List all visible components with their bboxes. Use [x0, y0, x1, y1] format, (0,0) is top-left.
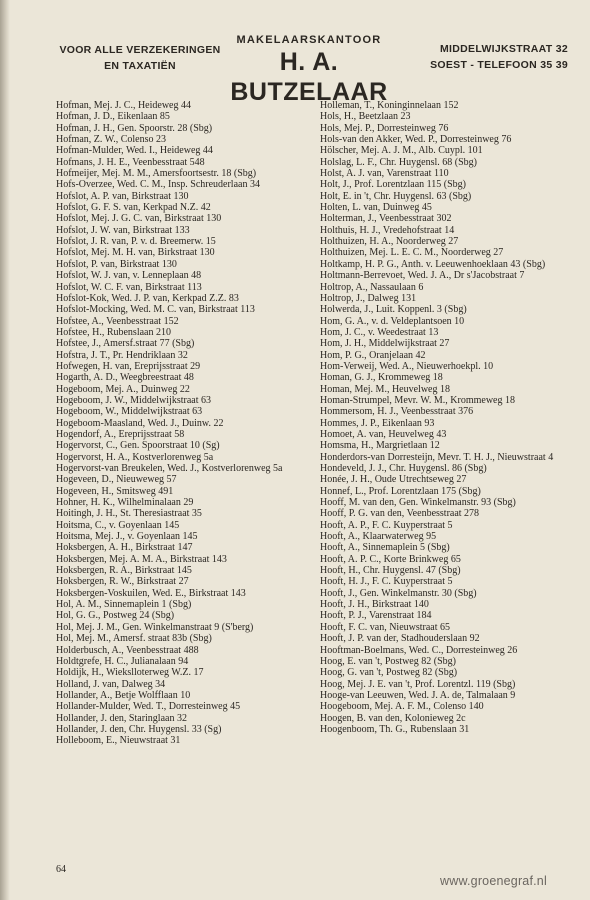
directory-entry: Hofslot, Mej. M. H. van, Birkstraat 130 [56, 247, 215, 259]
directory-entry: Hofman, Mej. J. C., Heideweg 44 [56, 100, 191, 111]
directory-entry: Hofslot, P. van, Birkstraat 130 [56, 258, 177, 270]
header-left-line1: VOOR ALLE VERZEKERINGEN [59, 44, 221, 56]
directory-entry: Hommersom, H. J., Veenbesstraat 376 [320, 406, 474, 418]
header-title-main: H. A. BUTZELAAR [230, 48, 388, 106]
directory-entry: Hooge-van Leeuwen, Wed. J. A. de, Talmalaan 9 [320, 689, 516, 701]
directory-entry: Honée, J. H., Oude Utrechtseweg 27 [320, 474, 467, 486]
directory-entry: Hogervorst, H. A., Kostverlorenweg 5a [56, 451, 214, 463]
directory-entry: Hooft, H. J., F. C. Kuyperstraat 5 [320, 576, 453, 588]
directory-entry: Hoitingh, J. H., St. Theresiastraat 35 [56, 508, 202, 520]
directory-entry: Hofslot, G. F. S. van, Kerkpad N.Z. 42 [56, 202, 211, 214]
header-right-text [408, 41, 568, 73]
directory-entry: Hoksbergen, Mej. A. M. A., Birkstraat 143 [56, 553, 227, 565]
directory-entry: Hoog, G. van 't, Postweg 82 (Sbg) [320, 667, 458, 679]
directory-entry: Hooff, P. G. van den, Veenbesstraat 278 [320, 508, 480, 520]
directory-entry: Hogeveen, H., Smitsweg 491 [56, 485, 174, 497]
directory-entry: Hogarth, A. D., Weegbreestraat 48 [56, 372, 194, 384]
directory-entry: Hol, Mej. M., Amersf. straat 83b (Sbg) [56, 633, 212, 645]
directory-entry: Hofs-Overzee, Wed. C. M., Insp. Schreuderlaan 34 [56, 179, 260, 191]
directory-entry: Holleman, T., Koninginnelaan 152 [320, 100, 459, 111]
directory-entry: Hölscher, Mej. A. J. M., Alb. Cuypl. 101 [320, 145, 483, 157]
directory-entry: Hofman, Z. W., Colenso 23 [56, 134, 166, 146]
directory-entry: Holdtgrefe, H. C., Julianalaan 94 [56, 655, 189, 667]
directory-entry: Hofslot, A. P. van, Birkstraat 130 [56, 190, 189, 202]
directory-entry: Hofman, J. H., Gen. Spoorstr. 28 (Sbg) [56, 122, 213, 134]
directory-entry: Hondeveld, J. J., Chr. Huygensl. 86 (Sbg) [320, 463, 487, 474]
directory-entry: Hol, A. M., Sinnemaplein 1 (Sbg) [56, 599, 192, 611]
directory-entry: Homoet, A. van, Heuvelweg 43 [320, 428, 447, 440]
directory-entry: Holt, E. in 't, Chr. Huygensl. 63 (Sbg) [320, 190, 472, 202]
directory-entry: Hooff, M. van den, Gen. Winkelmanstr. 93 (Sbg) [320, 497, 516, 509]
directory-entry: Hollander, A., Betje Wolfflaan 10 [56, 689, 191, 701]
page-number: 64 [56, 864, 66, 875]
directory-entry: Hogeveen, D., Nieuweweg 57 [56, 474, 177, 486]
directory-entry: Hogendorf, A., Ereprijsstraat 58 [56, 428, 185, 440]
directory-entry: Honnef, L., Prof. Lorentzlaan 175 (Sbg) [320, 485, 481, 497]
directory-entry: Honderdors-van Dorresteijn, Mevr. T. H. J., Nieuwstraat 4 [320, 451, 554, 463]
directory-entry: Hogeboom, J. W., Middelwijkstraat 63 [56, 394, 211, 406]
directory-entry: Hooft, A. P. C., Korte Brinkweg 65 [320, 553, 461, 565]
directory-entry: Hofstee, J., Amersf.straat 77 (Sbg) [56, 338, 195, 350]
directory-entry: Hooft, A., Klaarwaterweg 95 [320, 531, 437, 543]
directory-entry: Hogeboom-Maasland, Wed. J., Duinw. 22 [56, 417, 224, 429]
directory-entry: Hom, J. H., Middelwijkstraat 27 [320, 338, 450, 350]
directory-entry: Holtkamp, H. P. G., Anth. v. Leeuwenhoeklaan 43 (Sbg) [320, 258, 546, 270]
directory-entry: Hofslot-Kok, Wed. J. P. van, Kerkpad Z.Z. 83 [56, 292, 239, 304]
directory-entry: Hofslot, Mej. J. G. C. van, Birkstraat 130 [56, 213, 222, 225]
directory-entry: Hoksbergen, R. A., Birkstraat 145 [56, 565, 192, 577]
directory-entry: Hollander, J. den, Staringlaan 32 [56, 712, 187, 724]
directory-entry: Hoitsma, Mej. J., v. Goyenlaan 145 [56, 531, 198, 543]
watermark-link[interactable]: www.groenegraf.nl [440, 874, 547, 888]
directory-entry: Holten, L. van, Duinweg 45 [320, 202, 432, 214]
directory-entry: Hooft, J. H., Birkstraat 140 [320, 599, 429, 611]
directory-entry: Hooft, H., Chr. Huygensl. 47 (Sbg) [320, 565, 461, 577]
directory-entry: Hooft, J. P. van der, Stadhouderslaan 92 [320, 633, 480, 645]
directory-entry: Hoksbergen, A. H., Birkstraat 147 [56, 542, 193, 554]
directory-entry: Hols-van den Akker, Wed. P., Dorresteinweg 76 [320, 134, 512, 146]
directory-entry: Hofmans, J. H. E., Veenbesstraat 548 [56, 156, 205, 168]
directory-entry: Hom, P. G., Oranjelaan 42 [320, 349, 426, 361]
directory-entry: Hofslot-Mocking, Wed. M. C. van, Birkstraat 113 [56, 304, 255, 316]
header-right-line2: SOEST - TELEFOON 35 39 [430, 59, 568, 71]
directory-entry: Holthuis, H. J., Vredehofstraat 14 [320, 224, 455, 236]
directory-entry: Hoogen, B. van den, Kolonieweg 2c [320, 712, 466, 724]
directory-entry: Holtrop, A., Nassaulaan 6 [320, 281, 424, 293]
page-spine-shadow [0, 0, 10, 900]
header-title-top: MAKELAARSKANTOOR [236, 34, 382, 46]
directory-entry: Hollander, J. den, Chr. Huygensl. 33 (Sg) [56, 723, 222, 735]
directory-entry: Hofwegen, H. van, Ereprijsstraat 29 [56, 360, 201, 372]
directory-entry: Hols, Mej. P., Dorresteinweg 76 [320, 122, 449, 134]
directory-entry: Hofslot, J. R. van, P. v. d. Breemerw. 15 [56, 236, 216, 248]
directory-entry: Holwerda, J., Luit. Koppenl. 3 (Sbg) [320, 304, 467, 316]
directory-entry: Holthuizen, Mej. L. E. C. M., Noorderweg 27 [320, 247, 504, 259]
directory-entry: Hooft, A. P., F. C. Kuyperstraat 5 [320, 519, 453, 531]
directory-entry: Homan, Mej. M., Heuvelweg 18 [320, 383, 450, 395]
directory-entry: Hommes, J. P., Eikenlaan 93 [320, 417, 435, 429]
directory-entry: Hooftman-Boelmans, Wed. C., Dorresteinweg 26 [320, 644, 518, 656]
directory-entry: Hols, H., Beetzlaan 23 [320, 111, 411, 123]
left-column [56, 100, 294, 747]
directory-entry: Holt, J., Prof. Lorentzlaan 115 (Sbg) [320, 179, 466, 191]
directory-entry: Hoogeboom, Mej. A. F. M., Colenso 140 [320, 701, 484, 713]
directory-entry: Hofman-Mulder, Wed. I., Heideweg 44 [56, 145, 213, 157]
directory-entry: Hofstee, A., Veenbesstraat 152 [56, 315, 179, 327]
directory-entry: Holtmann-Berrevoet, Wed. J. A., Dr s'Jacobstraat 7 [320, 270, 525, 282]
directory-entry: Hom, J. C., v. Weedestraat 13 [320, 326, 439, 338]
directory-entry: Hogervorst-van Breukelen, Wed. J., Kostverlorenweg 5a [56, 463, 283, 474]
directory-entry: Holterman, J., Veenbesstraat 302 [320, 213, 452, 225]
directory-entry: Hol, Mej. J. M., Gen. Winkelmanstraat 9 (S'berg) [56, 621, 254, 633]
directory-entry: Hooft, A., Sinnemaplein 5 (Sbg) [320, 542, 450, 554]
directory-entry: Hofstee, H., Rubenslaan 210 [56, 326, 171, 338]
directory-entry: Hoitsma, C., v. Goyenlaan 145 [56, 519, 180, 531]
directory-entry: Hooft, P. J., Varenstraat 184 [320, 610, 432, 622]
header-title-block [214, 33, 404, 107]
directory-entry: Homsma, H., Margrietlaan 12 [320, 440, 440, 452]
directory-entry: Holst, A. J. van, Varenstraat 110 [320, 168, 449, 180]
directory-entry: Hofmeijer, Mej. M. M., Amersfoortsestr. 18 (Sbg) [56, 168, 257, 180]
directory-entry: Hom-Verweij, Wed. A., Nieuwerhoekpl. 10 [320, 360, 494, 372]
directory-entry: Holland, J. van, Dalweg 34 [56, 678, 166, 690]
directory-entry: Hofstra, J. T., Pr. Hendriklaan 32 [56, 349, 188, 361]
directory-entry: Hogeboom, Mej. A., Duinweg 22 [56, 383, 190, 395]
directory-entry: Hoksbergen-Voskuilen, Wed. E., Birkstraat 143 [56, 587, 246, 599]
directory-entry: Holdijk, H., Wiekslloterweg W.Z. 17 [56, 667, 204, 679]
directory-entry: Hoog, E. van 't, Postweg 82 (Sbg) [320, 655, 456, 667]
directory-entry: Holderbusch, A., Veenbesstraat 488 [56, 644, 199, 656]
directory-entry: Hofslot, W. J. van, v. Lenneplaan 48 [56, 270, 202, 282]
header-left-line2: EN TAXATIËN [104, 60, 176, 72]
directory-entry: Hohner, H. K., Wilhelminalaan 29 [56, 497, 194, 509]
directory-entry: Homan-Strumpel, Mevr. W. M., Krommeweg 18 [320, 394, 515, 406]
directory-entry: Hofman, J. D., Eikenlaan 85 [56, 111, 170, 123]
directory-entry: Homan, G. J., Krommeweg 18 [320, 372, 443, 384]
directory-entry: Hoogenboom, Th. G., Rubenslaan 31 [320, 723, 470, 735]
directory-entry: Hol, G. G., Postweg 24 (Sbg) [56, 610, 175, 622]
directory-entry: Holslag, L. F., Chr. Huygensl. 68 (Sbg) [320, 156, 477, 168]
directory-entry: Hooft, F. C. van, Nieuwstraat 65 [320, 621, 451, 633]
directory-entry: Holleboom, E., Nieuwstraat 31 [56, 735, 181, 747]
directory-entry: Holthuizen, H. A., Noorderweg 27 [320, 236, 459, 248]
directory-entry: Hoksbergen, R. W., Birkstraat 27 [56, 576, 189, 588]
header-right-line1: MIDDELWIJKSTRAAT 32 [439, 43, 568, 55]
directory-entry: Hofslot, W. C. F. van, Birkstraat 113 [56, 281, 202, 293]
directory-entry: Hogervorst, C., Gen. Spoorstraat 10 (Sg) [56, 440, 220, 452]
directory-entry: Hooft, J., Gen. Winkelmanstr. 30 (Sbg) [320, 587, 477, 599]
directory-entry: Hofslot, J. W. van, Birkstraat 133 [56, 224, 190, 236]
directory-entry: Hogeboom, W., Middelwijkstraat 63 [56, 406, 203, 418]
directory-entry: Hoog, Mej. J. E. van 't, Prof. Lorentzl. 119 (Sbg) [320, 678, 516, 690]
directory-entry: Hollander-Mulder, Wed. T., Dorresteinweg 45 [56, 701, 241, 713]
header-left-text [55, 42, 225, 74]
right-column [320, 100, 560, 735]
directory-entry: Holtrop, J., Dalweg 131 [320, 292, 417, 304]
directory-entry: Hom, G. A., v. d. Veldeplantsoen 10 [320, 315, 465, 327]
